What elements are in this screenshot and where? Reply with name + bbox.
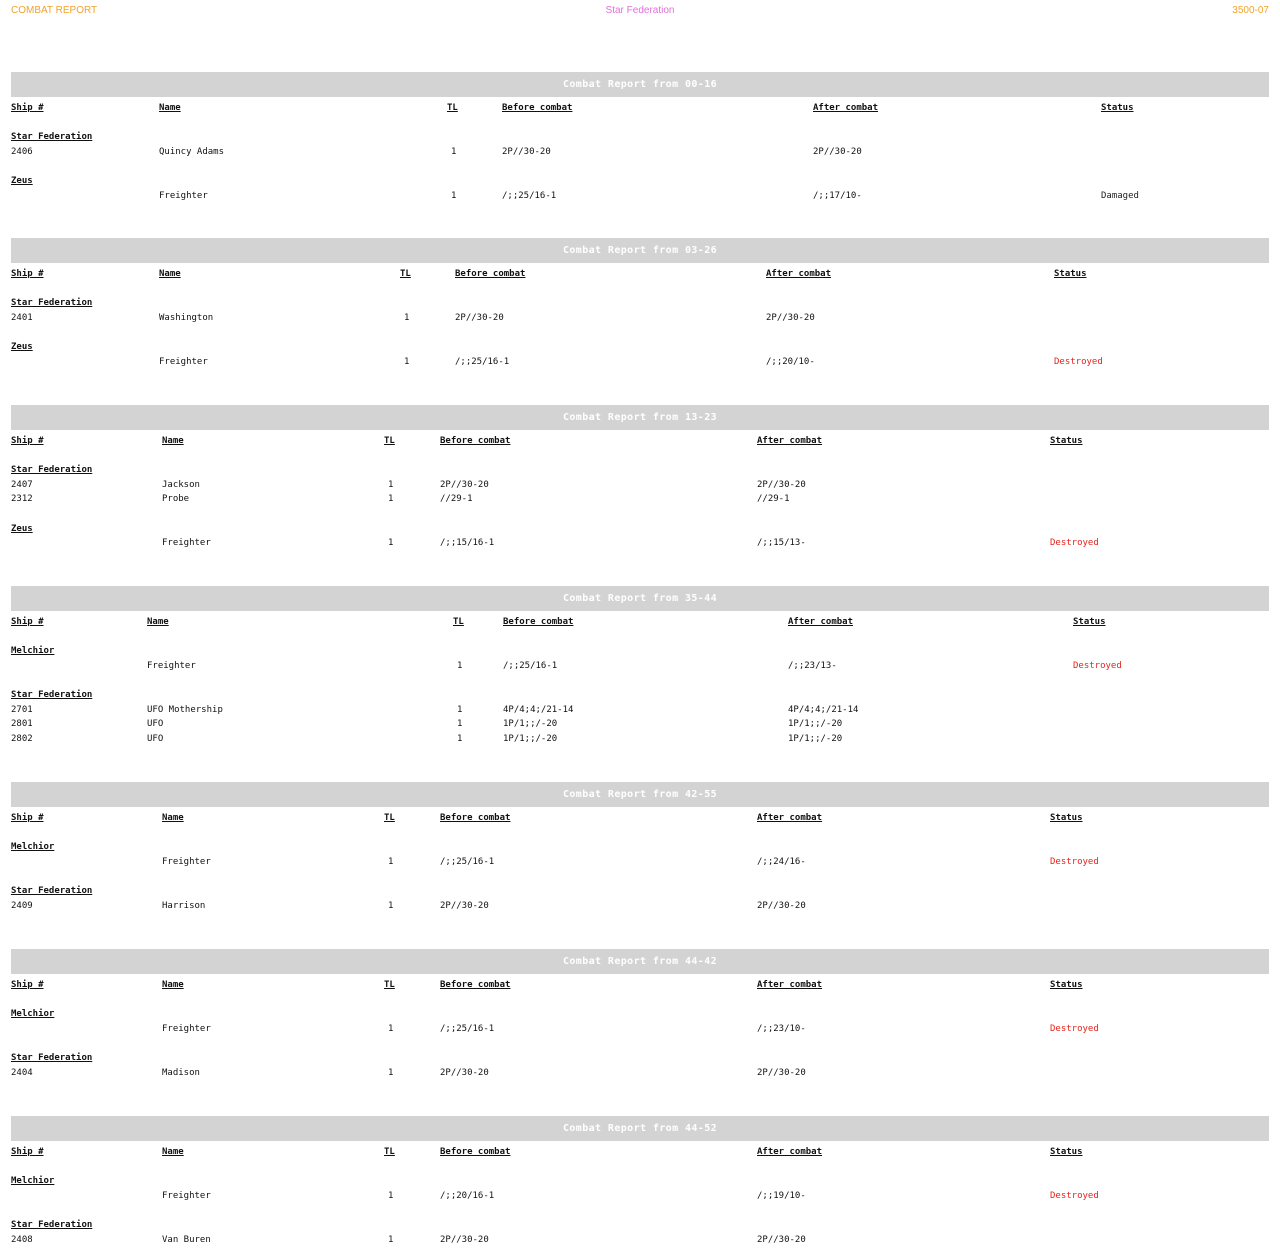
spacer	[11, 1161, 1269, 1176]
cell-before: /;;25/16-1	[503, 660, 558, 671]
cell-tl: 1	[388, 1190, 394, 1201]
column-header-before: Before combat	[440, 813, 511, 823]
faction-row	[11, 842, 1269, 857]
cell-after: 2P//30-20	[757, 1067, 806, 1078]
column-header-before: Before combat	[440, 980, 511, 990]
column-header-tl: TL	[447, 103, 458, 113]
cell-name: Freighter	[159, 190, 208, 201]
column-header-after: After combat	[757, 813, 823, 823]
cell-tl: 1	[457, 660, 463, 671]
cell-after: /;;17/10-	[813, 190, 862, 201]
column-header-name: Name	[162, 436, 184, 446]
report-title: Combat Report from 35-44	[11, 586, 1269, 611]
cell-before: /;;25/16-1	[502, 190, 557, 201]
cell-ship: 2401	[11, 312, 33, 323]
spacer	[11, 509, 1269, 524]
faction-name: Star Federation	[11, 1053, 93, 1063]
faction-row	[11, 298, 1269, 313]
cell-name: Harrison	[162, 900, 206, 911]
cell-name: Jackson	[162, 479, 200, 490]
faction-name: Melchior	[11, 1176, 55, 1186]
column-header-after: After combat	[757, 436, 823, 446]
ship-row	[11, 191, 1269, 206]
cell-before: 2P//30-20	[440, 1067, 489, 1078]
faction-name: Melchior	[11, 1009, 55, 1019]
faction-row	[11, 1009, 1269, 1024]
column-header-row	[11, 269, 1269, 283]
column-header-row	[11, 813, 1269, 827]
faction-row	[11, 1176, 1269, 1191]
combat-report	[11, 782, 1269, 915]
cell-tl: 1	[451, 146, 457, 157]
cell-tl: 1	[457, 719, 463, 729]
status-badge: Destroyed	[1050, 538, 1099, 548]
column-header-ship: Ship #	[11, 103, 44, 113]
spacer	[11, 1205, 1269, 1220]
cell-name: Freighter	[162, 856, 211, 867]
top-bar	[0, 0, 1280, 24]
column-header-name: Name	[147, 617, 169, 627]
spacer	[11, 450, 1269, 465]
ship-row	[11, 719, 1269, 734]
cell-tl: 1	[388, 538, 394, 548]
combat-report	[11, 405, 1269, 553]
app-title: COMBAT REPORT	[11, 5, 98, 16]
column-header-row	[11, 617, 1269, 631]
column-header-tl: TL	[453, 617, 464, 627]
cell-tl: 1	[388, 1067, 394, 1078]
cell-name: Freighter	[147, 660, 196, 671]
cell-ship: 2802	[11, 733, 33, 744]
cell-name: Quincy Adams	[159, 146, 225, 157]
cell-after: /;;15/13-	[757, 538, 806, 548]
cell-ship: 2701	[11, 704, 33, 715]
column-header-ship: Ship #	[11, 617, 44, 627]
cell-after: 2P//30-20	[757, 1234, 806, 1245]
status-badge: Damaged	[1101, 190, 1139, 201]
cell-tl: 1	[451, 190, 457, 201]
report-title: Combat Report from 00-16	[11, 72, 1269, 97]
cell-name: Freighter	[162, 538, 211, 548]
faction-row	[11, 176, 1269, 191]
spacer	[11, 994, 1269, 1009]
ship-row	[11, 1235, 1269, 1250]
ship-row	[11, 661, 1269, 676]
cell-tl: 1	[457, 733, 463, 744]
column-header-tl: TL	[384, 980, 395, 990]
status-badge: Destroyed	[1054, 356, 1103, 367]
cell-tl: 1	[404, 312, 410, 323]
cell-tl: 1	[388, 1234, 394, 1245]
column-header-before: Before combat	[440, 1147, 511, 1157]
column-header-status: Status	[1050, 436, 1083, 446]
cell-before: /;;25/16-1	[440, 856, 495, 867]
spacer	[11, 1038, 1269, 1053]
cell-name: Freighter	[162, 1190, 211, 1201]
column-header-row	[11, 980, 1269, 994]
cell-ship: 2408	[11, 1234, 33, 1245]
cell-tl: 1	[388, 1023, 394, 1034]
column-header-name: Name	[159, 269, 181, 279]
spacer	[11, 827, 1269, 842]
column-header-status: Status	[1073, 617, 1106, 627]
cell-before: //29-1	[440, 494, 473, 504]
cell-name: Freighter	[162, 1023, 211, 1034]
ship-row	[11, 480, 1269, 495]
spacer	[11, 117, 1269, 132]
column-header-after: After combat	[766, 269, 832, 279]
cell-ship: 2801	[11, 719, 33, 729]
faction-row	[11, 886, 1269, 901]
cell-name: Probe	[162, 494, 190, 504]
turn-label: 3500-07	[1232, 5, 1269, 16]
spacer	[11, 327, 1269, 342]
cell-name: Freighter	[159, 356, 208, 367]
spacer	[11, 283, 1269, 298]
ship-row	[11, 494, 1269, 509]
faction-name: Star Federation	[11, 132, 93, 142]
cell-name: UFO Mothership	[147, 704, 223, 715]
faction-row	[11, 1220, 1269, 1235]
cell-before: /;;15/16-1	[440, 538, 495, 548]
cell-ship: 2312	[11, 494, 33, 504]
ship-row	[11, 357, 1269, 372]
column-header-after: After combat	[757, 1147, 823, 1157]
cell-after: 2P//30-20	[757, 900, 806, 911]
column-header-row	[11, 1147, 1269, 1161]
column-header-name: Name	[159, 103, 181, 113]
cell-ship: 2406	[11, 146, 33, 157]
column-header-row	[11, 103, 1269, 117]
spacer	[11, 675, 1269, 690]
cell-tl: 1	[388, 479, 394, 490]
cell-name: UFO	[147, 733, 164, 744]
faction-row	[11, 132, 1269, 147]
combat-report	[11, 1116, 1269, 1249]
cell-before: /;;25/16-1	[455, 356, 510, 367]
spacer	[11, 631, 1269, 646]
status-badge: Destroyed	[1050, 856, 1099, 867]
report-title: Combat Report from 03-26	[11, 238, 1269, 263]
ship-row	[11, 313, 1269, 328]
cell-after: 2P//30-20	[757, 479, 806, 490]
spacer	[11, 161, 1269, 176]
column-header-tl: TL	[384, 436, 395, 446]
cell-after: /;;19/10-	[757, 1190, 806, 1201]
cell-before: 2P//30-20	[440, 900, 489, 911]
column-header-tl: TL	[384, 813, 395, 823]
cell-tl: 1	[388, 494, 394, 504]
cell-after: 4P/4;4;/21-14	[788, 704, 859, 715]
cell-tl: 1	[457, 704, 463, 715]
faction-name: Star Federation	[11, 1220, 93, 1230]
faction-name: Star Federation	[11, 465, 93, 475]
cell-after: 2P//30-20	[813, 146, 862, 157]
cell-name: Washington	[159, 312, 214, 323]
faction-name: Star Federation	[11, 886, 93, 896]
combat-report	[11, 238, 1269, 371]
faction-name: Melchior	[11, 646, 55, 656]
ship-row	[11, 901, 1269, 916]
cell-after: 1P/1;;/-20	[788, 719, 843, 729]
ship-row	[11, 734, 1269, 749]
ship-row	[11, 147, 1269, 162]
cell-before: 4P/4;4;/21-14	[503, 704, 574, 715]
combat-report	[11, 586, 1269, 748]
column-header-name: Name	[162, 980, 184, 990]
cell-before: 2P//30-20	[440, 1234, 489, 1245]
column-header-status: Status	[1054, 269, 1087, 279]
cell-ship: 2409	[11, 900, 33, 911]
cell-before: 2P//30-20	[440, 479, 489, 490]
column-header-after: After combat	[788, 617, 854, 627]
cell-after: /;;23/13-	[788, 660, 837, 671]
faction-name: Zeus	[11, 523, 33, 534]
column-header-name: Name	[162, 813, 184, 823]
cell-before: 2P//30-20	[455, 312, 504, 323]
report-title: Combat Report from 44-52	[11, 1116, 1269, 1141]
cell-before: 1P/1;;/-20	[503, 719, 558, 729]
cell-after: //29-1	[757, 494, 790, 504]
report-title: Combat Report from 42-55	[11, 782, 1269, 807]
column-header-row	[11, 436, 1269, 450]
cell-after: 1P/1;;/-20	[788, 733, 843, 744]
cell-before: /;;20/16-1	[440, 1190, 495, 1201]
spacer	[11, 871, 1269, 886]
cell-name: Van Buren	[162, 1234, 211, 1245]
cell-before: 2P//30-20	[502, 146, 551, 157]
cell-ship: 2404	[11, 1067, 33, 1078]
column-header-ship: Ship #	[11, 980, 44, 990]
faction-name: Star Federation	[11, 298, 93, 308]
column-header-before: Before combat	[455, 269, 526, 279]
cell-tl: 1	[404, 356, 410, 367]
faction-name: Zeus	[11, 342, 33, 352]
cell-name: UFO	[147, 719, 164, 729]
report-title: Combat Report from 44-42	[11, 949, 1269, 974]
faction-row	[11, 524, 1269, 539]
ship-row	[11, 1191, 1269, 1206]
column-header-name: Name	[162, 1147, 184, 1157]
column-header-status: Status	[1050, 813, 1083, 823]
combat-report	[11, 949, 1269, 1082]
combat-report	[11, 72, 1269, 205]
faction-row	[11, 465, 1269, 480]
column-header-status: Status	[1050, 980, 1083, 990]
ship-row	[11, 1068, 1269, 1083]
faction-row	[11, 1053, 1269, 1068]
ship-row	[11, 857, 1269, 872]
cell-after: /;;20/10-	[766, 356, 815, 367]
faction-name: Melchior	[11, 842, 55, 852]
cell-after: /;;23/10-	[757, 1023, 806, 1034]
cell-before: 1P/1;;/-20	[503, 733, 558, 744]
column-header-before: Before combat	[440, 436, 511, 446]
column-header-after: After combat	[757, 980, 823, 990]
faction-row	[11, 646, 1269, 661]
cell-tl: 1	[388, 900, 394, 911]
column-header-tl: TL	[400, 269, 411, 279]
status-badge: Destroyed	[1050, 1190, 1099, 1201]
faction-title: Star Federation	[605, 5, 675, 16]
status-badge: Destroyed	[1073, 660, 1122, 671]
ship-row	[11, 1024, 1269, 1039]
faction-name: Star Federation	[11, 690, 93, 700]
report-title: Combat Report from 13-23	[11, 405, 1269, 430]
cell-tl: 1	[388, 856, 394, 867]
cell-after: 2P//30-20	[766, 312, 815, 323]
column-header-before: Before combat	[502, 103, 573, 113]
column-header-after: After combat	[813, 103, 879, 113]
cell-before: /;;25/16-1	[440, 1023, 495, 1034]
faction-row	[11, 342, 1269, 357]
column-header-ship: Ship #	[11, 1147, 44, 1157]
column-header-ship: Ship #	[11, 269, 44, 279]
cell-ship: 2407	[11, 479, 33, 490]
faction-row	[11, 690, 1269, 705]
cell-after: /;;24/16-	[757, 856, 806, 867]
faction-name: Zeus	[11, 176, 33, 186]
ship-row	[11, 705, 1269, 720]
cell-name: Madison	[162, 1067, 200, 1078]
column-header-status: Status	[1101, 103, 1134, 113]
column-header-ship: Ship #	[11, 436, 44, 446]
column-header-before: Before combat	[503, 617, 574, 627]
column-header-ship: Ship #	[11, 813, 44, 823]
ship-row	[11, 538, 1269, 553]
column-header-status: Status	[1050, 1147, 1083, 1157]
column-header-tl: TL	[384, 1147, 395, 1157]
status-badge: Destroyed	[1050, 1023, 1099, 1034]
